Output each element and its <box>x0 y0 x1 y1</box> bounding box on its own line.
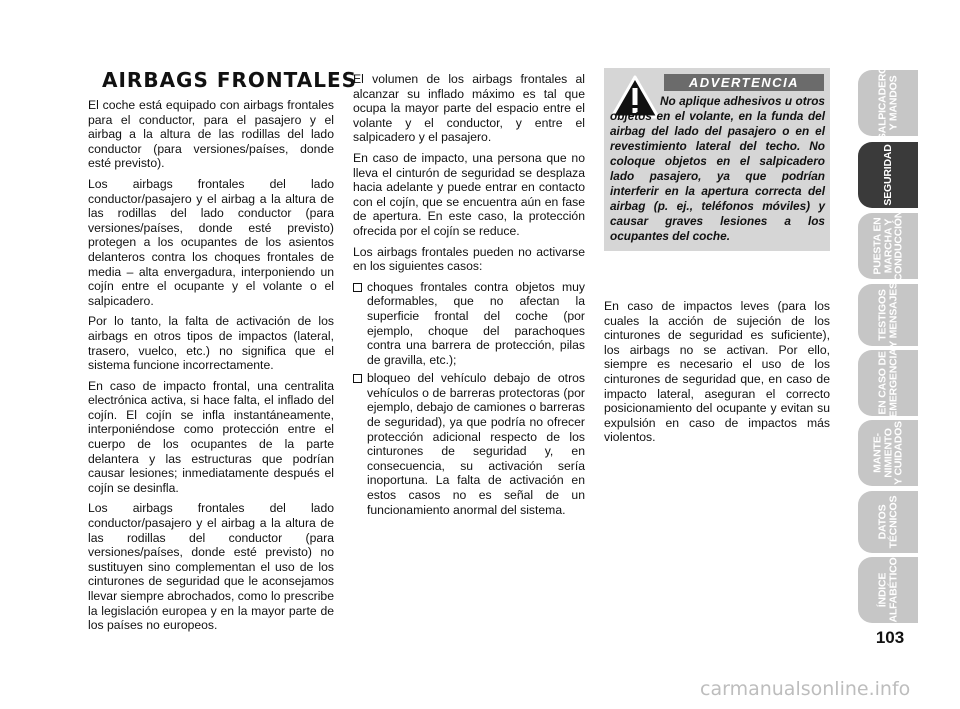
tab-en-caso-de-emergencia[interactable] <box>858 350 918 416</box>
tab-label: PUESTA EN MARCHA Y CONDUCCIÓN <box>871 210 905 282</box>
tab-label: ÍNDICE ALFABÉTICO <box>876 557 899 623</box>
paragraph: En caso de impacto frontal, una centralita electrónica activa, si hace falta, el inflado del cojín. El cojín se infla instantáneamente, interponiéndose como protección entre el cuerpo de los ocupantes de la parte delantera y las estructuras que podrían causar lesiones; inmediatamente después el cojín se desinfla. <box>88 378 334 495</box>
tab-datos-tecnicos[interactable] <box>858 491 918 553</box>
paragraph: El volumen de los airbags frontales al alcanzar su inflado máximo es tal que ocupa la mayor parte del espacio entre el volante y el conductor, y entre el salpicadero y el pasajero. <box>353 72 585 145</box>
paragraph: En caso de impactos leves (para los cuales la acción de sujeción de los cinturones de seguridad es suficiente), los airbags no se activan. Por ello, siempre es necesario el uso de los cinturones de seguridad que, en caso de impacto lateral, aseguran el correcto posicionamiento del ocupante y evitan su expulsión en caso de impactos más violentos. <box>604 299 830 445</box>
tab-puesta-en-marcha[interactable] <box>858 210 918 282</box>
paragraph: El coche está equipado con airbags frontales para el conductor, para el pasajero y el airbag a la altura de las rodillas del lado conductor (para versiones/países, donde esté previsto). <box>88 98 334 171</box>
warning-text: No aplique adhesivos u otros objetos en el volante, en la funda del airbag del lado del pasajero o en el revestimiento lateral del techo. No coloque objetos en el salpicadero lado pasajero, ya que podrían interferir en la apertura correcta del airbag (p. ej., teléfonos móviles) y causar graves lesiones a los ocupantes del coche. <box>610 94 825 243</box>
warning-box <box>604 68 830 251</box>
bullet-list <box>353 280 585 518</box>
list-item-text: bloqueo del vehículo debajo de otros vehículos o de barreras protectoras (por ejemplo, debajo de camiones o barreras de seguridad), ya que podría no ofrecer protección adicional respecto de los cinturones de seguridad y, en consecuencia, su activación sería inoportuna. La falta de activación en estos casos no es señal de un funcionamiento anormal del sistema. <box>367 371 585 517</box>
column-left <box>88 98 334 639</box>
checkbox-bullet-icon <box>353 283 362 292</box>
page-number: 103 <box>875 628 905 647</box>
tab-seguridad[interactable] <box>858 142 918 208</box>
page-title: AIRBAGS FRONTALES <box>102 68 358 92</box>
paragraph: En caso de impacto, una persona que no lleva el cinturón de seguridad se desplaza hacia adelante y puede entrar en contacto con el cojín, que se encuentra aún en fase de apertura. En este caso, la protección ofrecida por el cojín se reduce. <box>353 150 585 238</box>
tab-label: TESTIGOS Y MENSAJES <box>876 282 899 348</box>
column-middle <box>353 72 585 523</box>
tab-indice-alfabetico[interactable] <box>858 557 918 623</box>
tab-label: MANTE- NIMIENTO Y CUIDADOS <box>871 421 905 485</box>
tab-label: DATOS TÉCNICOS <box>876 495 899 549</box>
list-item <box>353 371 585 517</box>
list-item-text: choques frontales contra objetos muy deformables, que no afectan la superficie frontal del coche (por ejemplo, choque del parachoques contra una barrera de protección, pilas de gravilla, etc.); <box>367 279 585 367</box>
tab-label: SEGURIDAD <box>881 144 894 206</box>
warning-header: ADVERTENCIA <box>664 74 824 91</box>
column-right <box>604 299 830 451</box>
tab-testigos-y-mensajes[interactable] <box>858 284 918 346</box>
tab-mantenimiento-y-cuidados[interactable] <box>858 420 918 486</box>
list-item <box>353 280 585 368</box>
paragraph: Los airbags frontales del lado conductor/pasajero y el airbag a la altura de las rodillas del conductor (para versiones/países, donde esté previsto) no sustituyen sino complementan el uso de los cinturones de seguridad que le aconsejamos llevar siempre abrochados, como lo prescribe la legislación europea y en la mayor parte de los países no europeos. <box>88 501 334 633</box>
tab-label: EN CASO DE EMERGENCIA <box>876 348 899 418</box>
paragraph: Los airbags frontales pueden no activarse en los siguientes casos: <box>353 244 585 274</box>
paragraph: Por lo tanto, la falta de activación de los airbags en otros tipos de impactos (lateral, trasero, vuelco, etc.) no significa que el sistema funcione incorrectamente. <box>88 314 334 373</box>
watermark: carmanualsonline.info <box>700 678 911 700</box>
tab-salpicadero-y-mandos[interactable] <box>858 65 918 141</box>
paragraph: Los airbags frontales del lado conductor/pasajero y el airbag a la altura de las rodillas del lado conductor (para versiones/países, donde esté previsto) protegen a los ocupantes de los asientos delanteros contra los choques frontales de media – alta envergadura, interponiendo un cojín entre el ocupante y el volante o el salpicadero. <box>88 176 334 308</box>
tab-label: SALPICADERO Y MANDOS <box>876 65 899 141</box>
checkbox-bullet-icon <box>353 374 362 383</box>
